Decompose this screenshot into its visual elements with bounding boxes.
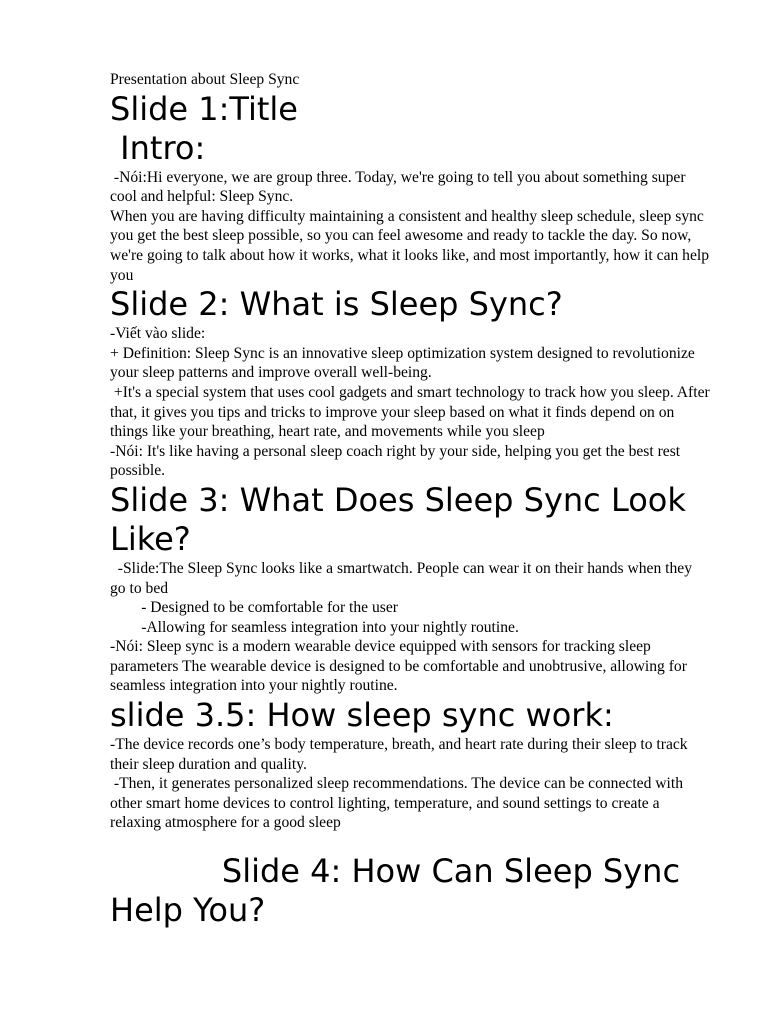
slide3-slide-paragraph: -Slide:The Sleep Sync looks like a smartwatch. People can wear it on their hands when they go to bed (110, 559, 696, 597)
slide2-definition-paragraph: + Definition: Sleep Sync is an innovative sleep optimization system designed to revolutionize your sleep patterns and improve overall well-being. (110, 344, 699, 382)
slide35-paragraph-2: -Then, it generates personalized sleep recommendations. The device can be connected with other smart home devices to control lighting, temperature, and sound settings to create a relaxing atmosphere for a good sleep (110, 775, 687, 832)
document-page (110, 70, 714, 930)
slide1-noi-paragraph: -Nói:Hi everyone, we are group three. Today, we're going to tell you about something super cool and helpful: Sleep Sync. (110, 168, 690, 206)
slide2-viet-line: -Viết vào slide: (110, 325, 206, 343)
slide3-bullet-comfortable: - Designed to be comfortable for the user (110, 599, 398, 617)
slide4-heading: Slide 4: How Can Sleep Sync Help You? (110, 852, 691, 930)
document-title-line: Presentation about Sleep Sync (110, 71, 300, 88)
slide2-noi-paragraph: -Nói: It's like having a personal sleep coach right by your side, helping you get the best rest possible. (110, 442, 685, 480)
slide3-heading: Slide 3: What Does Sleep Sync Look Like? (110, 480, 697, 558)
slide3-bullet-integration: -Allowing for seamless integration into your nightly routine. (110, 618, 519, 636)
slide1-heading: Slide 1:Title (110, 89, 298, 128)
slide3-noi-paragraph: -Nói: Sleep sync is a modern wearable device equipped with sensors for tracking sleep parameters The wearable device is designed to be comfortable and unobtrusive, allowing for seamless integration into your nightly routine. (110, 638, 691, 695)
paragraph-gap (110, 833, 710, 852)
slide2-heading: Slide 2: What is Sleep Sync? (110, 285, 563, 324)
slide2-special-paragraph: +It's a special system that uses cool gadgets and smart technology to track how you sleep. After that, it gives you tips and tricks to improve your sleep based on what it finds depend on on things like your breathing, heart rate, and movements while you sleep (110, 383, 714, 441)
slide1-body-paragraph: When you are having difficulty maintaining a consistent and healthy sleep schedule, sleep sync you get the best sleep possible, so you can feel awesome and ready to tackle the day. So now, we're going to talk about how it works, what it looks like, and most importantly, how it can help you (110, 207, 713, 284)
slide35-heading: slide 3.5: How sleep sync work: (110, 696, 614, 735)
intro-heading: Intro: (110, 128, 206, 167)
slide35-paragraph-1: -The device records one’s body temperature, breath, and heart rate during their sleep to track their sleep duration and quality. (110, 736, 692, 773)
